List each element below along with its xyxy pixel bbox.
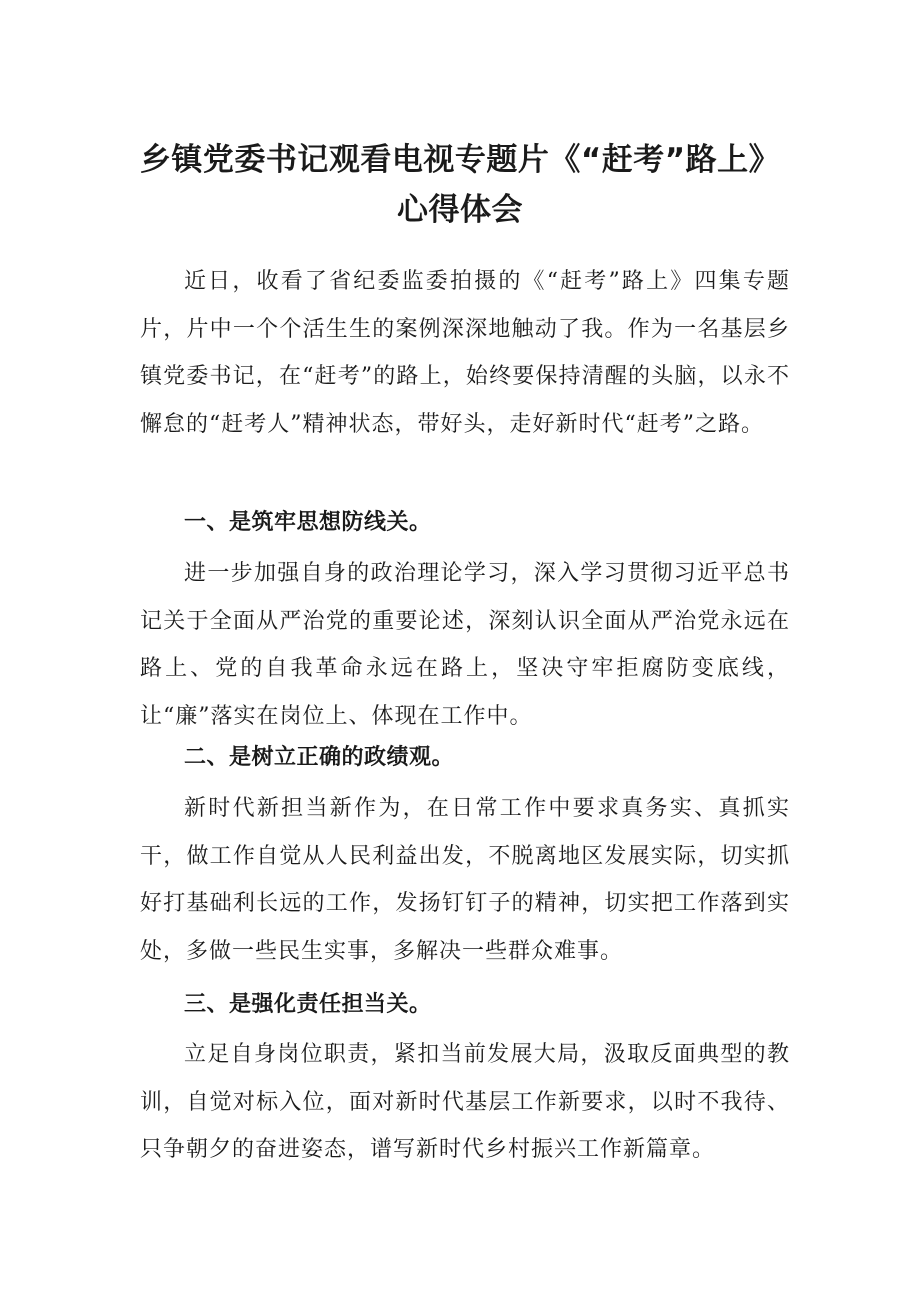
document-title-line-2: 心得体会 (397, 192, 523, 228)
section-heading-1: 一、是筑牢思想防线关。 (184, 510, 432, 535)
document-title-line-1: 乡镇党委书记观看电视专题片《“赶考”路上》 (139, 142, 781, 178)
section-heading-3: 三、是强化责任担当关。 (184, 992, 432, 1017)
section-body-3: 立足自身岗位职责，紧扣当前发展大局，汲取反面典型的教训，自觉对标入位，面对新时代基层工作新要求，以时不我待、只争朝夕的奋进姿态，谱写新时代乡村振兴工作新篇章。 (140, 1042, 790, 1162)
section-heading-2: 二、是树立正确的政绩观。 (184, 745, 455, 770)
section-body-2: 新时代新担当新作为，在日常工作中要求真务实、真抓实干，做工作自觉从人民利益出发，不脱离地区发展实际，切实抓好打基础利长远的工作，发扬钉钉子的精神，切实把工作落到实处，多做一些民生实事，多解决一些群众难事。 (140, 796, 790, 964)
intro-paragraph: 近日，收看了省纪委监委拍摄的《“赶考”路上》四集专题片，片中一个个活生生的案例深深地触动了我。作为一名基层乡镇党委书记，在“赶考”的路上，始终要保持清醒的头脑，以永不懈怠的“赶考人”精神状态，带好头，走好新时代“赶考”之路。 (140, 269, 790, 437)
section-body-1: 进一步加强自身的政治理论学习，深入学习贯彻习近平总书记关于全面从严治党的重要论述，深刻认识全面从严治党永远在路上、党的自我革命永远在路上，坚决守牢拒腐防变底线，让“廉”落实在岗位上、体现在工作中。 (140, 561, 790, 729)
